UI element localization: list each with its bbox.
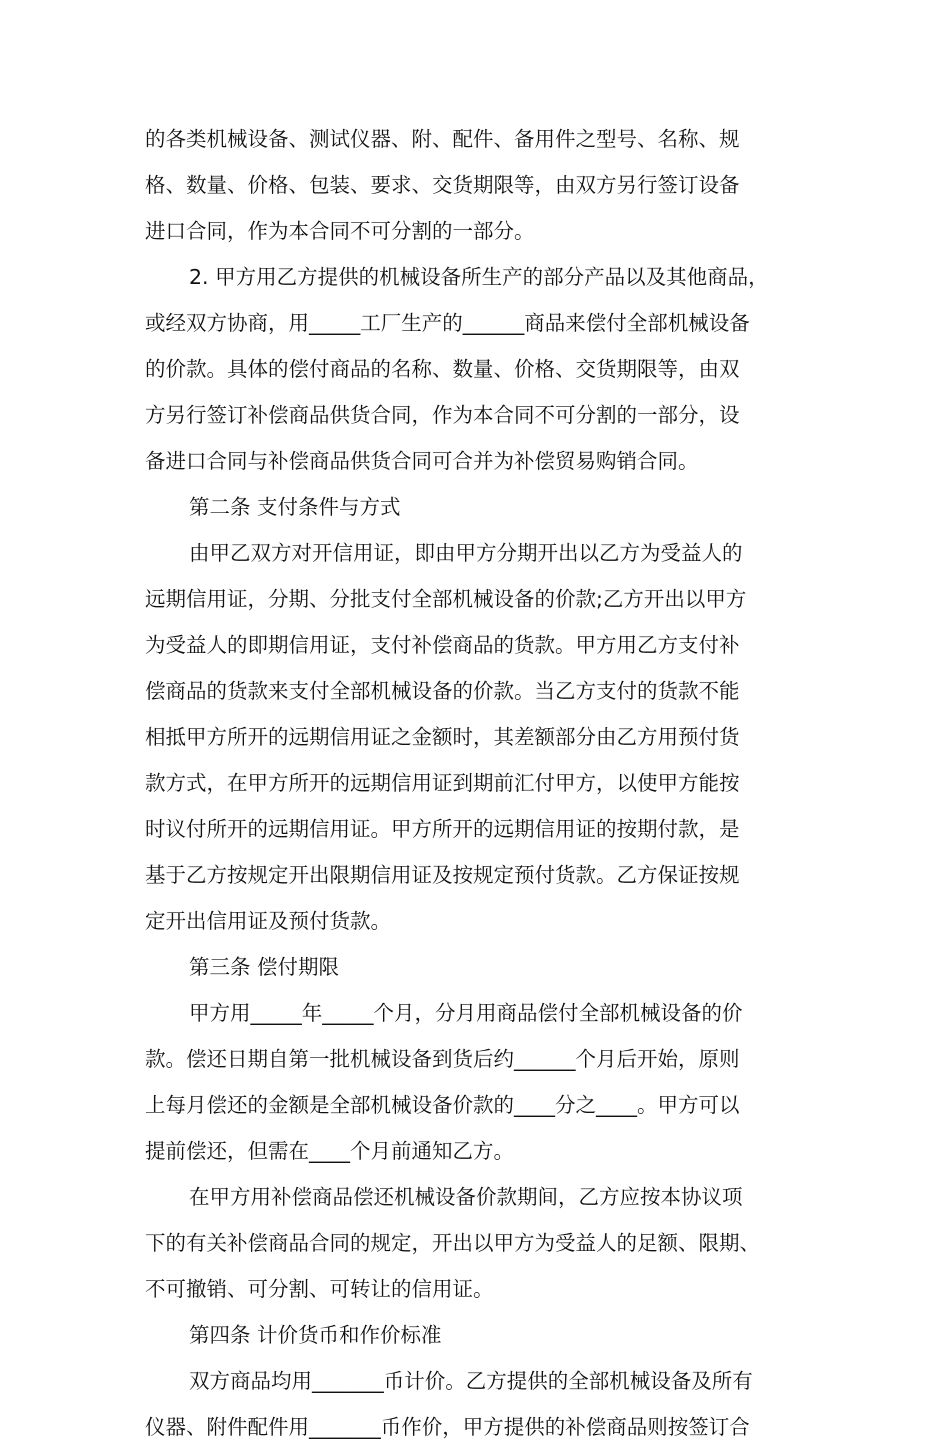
text-line: 由甲乙双方对开信用证，即由甲方分期开出以乙方为受益人的 [189, 541, 743, 565]
text-line: 第三条 偿付期限 [189, 955, 340, 979]
text-line: 第二条 支付条件与方式 [189, 495, 401, 519]
text-line: 不可撤销、可分割、可转让的信用证。 [145, 1277, 494, 1301]
text-line: 上每月偿还的金额是全部机械设备价款的____分之____。甲方可以 [145, 1093, 740, 1117]
text-line: 甲方用_____年_____个月，分月用商品偿付全部机械设备的价 [189, 1001, 743, 1025]
text-line: 的各类机械设备、测试仪器、附、配件、备用件之型号、名称、规 [145, 127, 740, 151]
contract-body-text [145, 116, 845, 1450]
text-line: 备进口合同与补偿商品供货合同可合并为补偿贸易购销合同。 [145, 449, 699, 473]
text-line: 下的有关补偿商品合同的规定，开出以甲方为受益人的足额、限期、 [145, 1231, 760, 1255]
text-line: 款。偿还日期自第一批机械设备到货后约______个月后开始，原则 [145, 1047, 740, 1071]
text-line: 或经双方协商，用_____工厂生产的______商品来偿付全部机械设备 [145, 311, 750, 335]
text-line: 方另行签订补偿商品供货合同，作为本合同不可分割的一部分，设 [145, 403, 740, 427]
text-line: 在甲方用补偿商品偿还机械设备价款期间，乙方应按本协议项 [189, 1185, 743, 1209]
text-line: 第四条 计价货币和作价标准 [189, 1323, 442, 1347]
text-line: 远期信用证，分期、分批支付全部机械设备的价款;乙方开出以甲方 [145, 587, 747, 611]
text-line: 时议付所开的远期信用证。甲方所开的远期信用证的按期付款，是 [145, 817, 740, 841]
text-line: 款方式，在甲方所开的远期信用证到期前汇付甲方，以使甲方能按 [145, 771, 740, 795]
text-line: 格、数量、价格、包装、要求、交货期限等，由双方另行签订设备 [145, 173, 740, 197]
text-line: 定开出信用证及预付货款。 [145, 909, 391, 933]
text-line: 2. 甲方用乙方提供的机械设备所生产的部分产品以及其他商品， [189, 265, 769, 289]
text-line: 提前偿还，但需在____个月前通知乙方。 [145, 1139, 514, 1163]
text-line: 为受益人的即期信用证，支付补偿商品的货款。甲方用乙方支付补 [145, 633, 740, 657]
text-line: 进口合同，作为本合同不可分割的一部分。 [145, 219, 535, 243]
text-line: 仪器、附件配件用_______币作价，甲方提供的补偿商品则按签订合 [145, 1415, 750, 1439]
text-line: 的价款。具体的偿付商品的名称、数量、价格、交货期限等，由双 [145, 357, 740, 381]
text-line: 基于乙方按规定开出限期信用证及按规定预付货款。乙方保证按规 [145, 863, 740, 887]
text-line: 相抵甲方所开的远期信用证之金额时，其差额部分由乙方用预付货 [145, 725, 740, 749]
text-line: 偿商品的货款来支付全部机械设备的价款。当乙方支付的货款不能 [145, 679, 740, 703]
text-line: 双方商品均用_______币计价。乙方提供的全部机械设备及所有 [189, 1369, 753, 1393]
